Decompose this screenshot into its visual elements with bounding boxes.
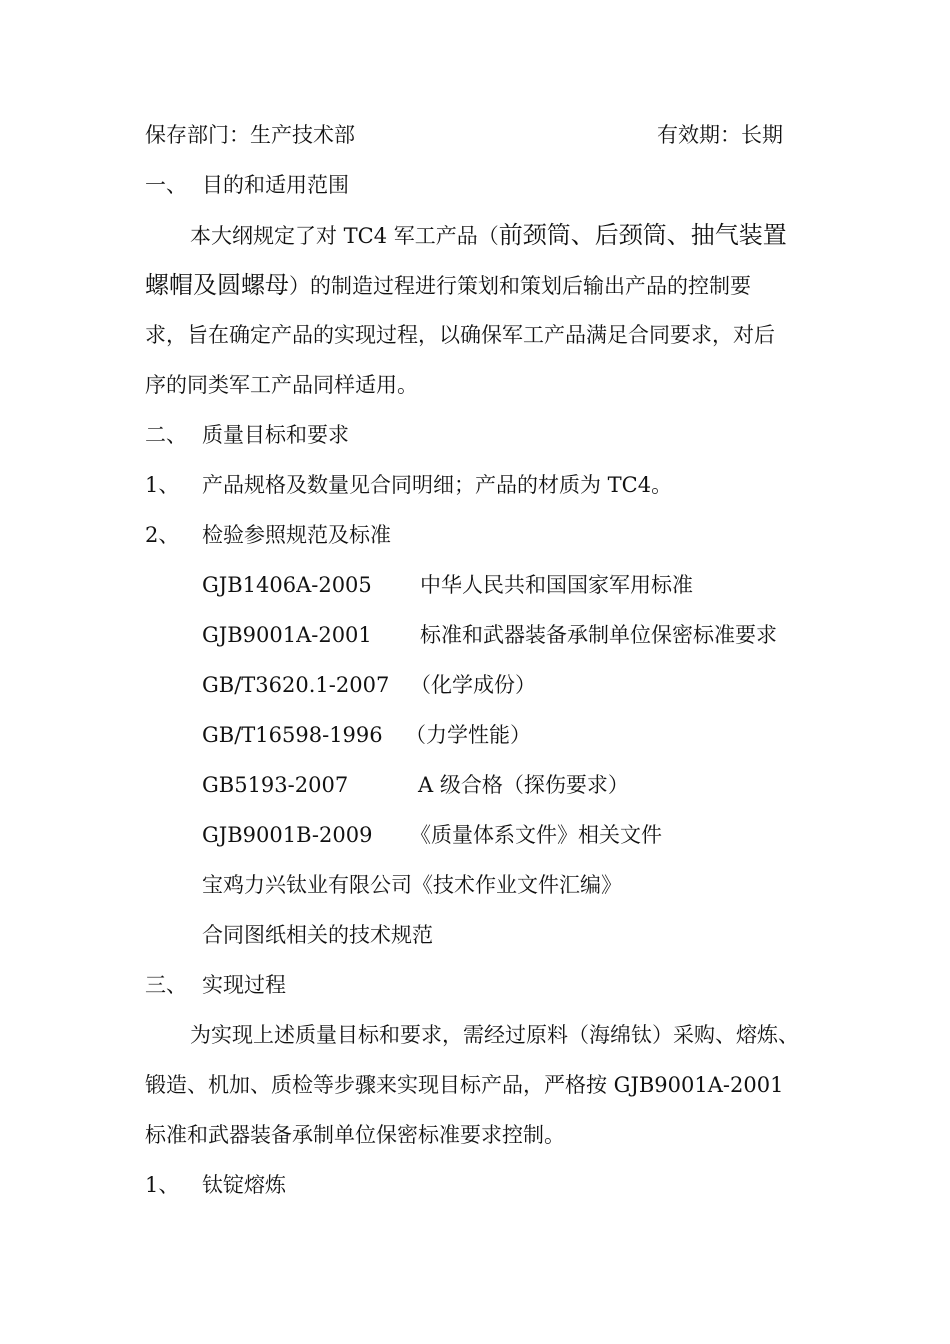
- process-line-3: 标准和武器装备承制单位保密标准要求控制。: [145, 1123, 565, 1147]
- section-number: 三、: [145, 973, 187, 997]
- standard-code: GJB9001B-2009: [202, 823, 373, 847]
- intro-text: 序的同类军工产品同样适用。: [145, 373, 418, 397]
- item-text: 产品规格及数量见合同明细；产品的材质为 TC4。: [202, 473, 673, 497]
- validity-text: 有效期：长期: [657, 123, 783, 147]
- item-number: 2、: [145, 523, 180, 547]
- section-heading-1: [145, 170, 187, 200]
- standard-description: 中华人民共和国国家军用标准: [420, 573, 693, 597]
- process-line-1: 为实现上述质量目标和要求，需经过原料（海绵钛）采购、熔炼、: [190, 1023, 799, 1047]
- section-title-text: 质量目标和要求: [202, 423, 349, 447]
- section-title-1: [202, 170, 349, 200]
- standard-code: GB/T3620.1-2007: [202, 673, 390, 697]
- header-row: [145, 120, 355, 150]
- intro-line-1: [190, 220, 787, 251]
- item-number-2: [145, 520, 179, 550]
- reference-document: 合同图纸相关的技术规范: [202, 923, 433, 947]
- intro-text: 本大纲规定了对 TC4 军工产品（: [190, 224, 499, 248]
- item-text-2: [202, 520, 391, 550]
- intro-line-2: [145, 270, 751, 301]
- intro-text: ）的制造过程进行策划和策划后输出产品的控制要: [289, 274, 751, 298]
- section-title-text: 目的和适用范围: [202, 173, 349, 197]
- process-line-2: 锻造、机加、质检等步骤来实现目标产品，严格按 GJB9001A-2001: [145, 1073, 784, 1097]
- item-text-1: [202, 470, 672, 500]
- section-title-3: [202, 970, 286, 1000]
- item-number: 1、: [145, 473, 180, 497]
- standard-code: GJB9001A-2001: [202, 623, 372, 647]
- reference-document: 宝鸡力兴钛业有限公司《技术作业文件汇编》: [202, 873, 622, 897]
- standard-description: 标准和武器装备承制单位保密标准要求: [420, 623, 777, 647]
- validity-period: [657, 120, 783, 150]
- standard-code: GJB1406A-2005: [202, 573, 372, 597]
- standard-code: GB5193-2007: [202, 773, 349, 797]
- section-title-2: [202, 420, 349, 450]
- product-list-text: 前颈筒、后颈筒、抽气装置: [498, 221, 787, 249]
- standard-description: （化学成份）: [410, 673, 536, 697]
- storage-department: 保存部门：生产技术部: [145, 123, 355, 147]
- sub-item-text: 钛锭熔炼: [202, 1173, 286, 1197]
- standard-description: A 级合格（探伤要求）: [418, 773, 629, 797]
- section-heading-2: [145, 420, 187, 450]
- item-number-1: [145, 470, 179, 500]
- sub-item-number: 1、: [145, 1173, 180, 1197]
- intro-line-3: [145, 320, 775, 350]
- intro-line-4: [145, 370, 418, 400]
- standard-code: GB/T16598-1996: [202, 723, 383, 747]
- standard-description: 《质量体系文件》相关文件: [410, 823, 662, 847]
- intro-text: 求，旨在确定产品的实现过程，以确保军工产品满足合同要求，对后: [145, 323, 775, 347]
- section-title-text: 实现过程: [202, 973, 286, 997]
- item-text: 检验参照规范及标准: [202, 523, 391, 547]
- section-number: 二、: [145, 423, 187, 447]
- product-list-text: 螺帽及圆螺母: [145, 271, 289, 299]
- section-number: 一、: [145, 173, 187, 197]
- standard-description: （力学性能）: [405, 723, 531, 747]
- section-heading-3: [145, 970, 187, 1000]
